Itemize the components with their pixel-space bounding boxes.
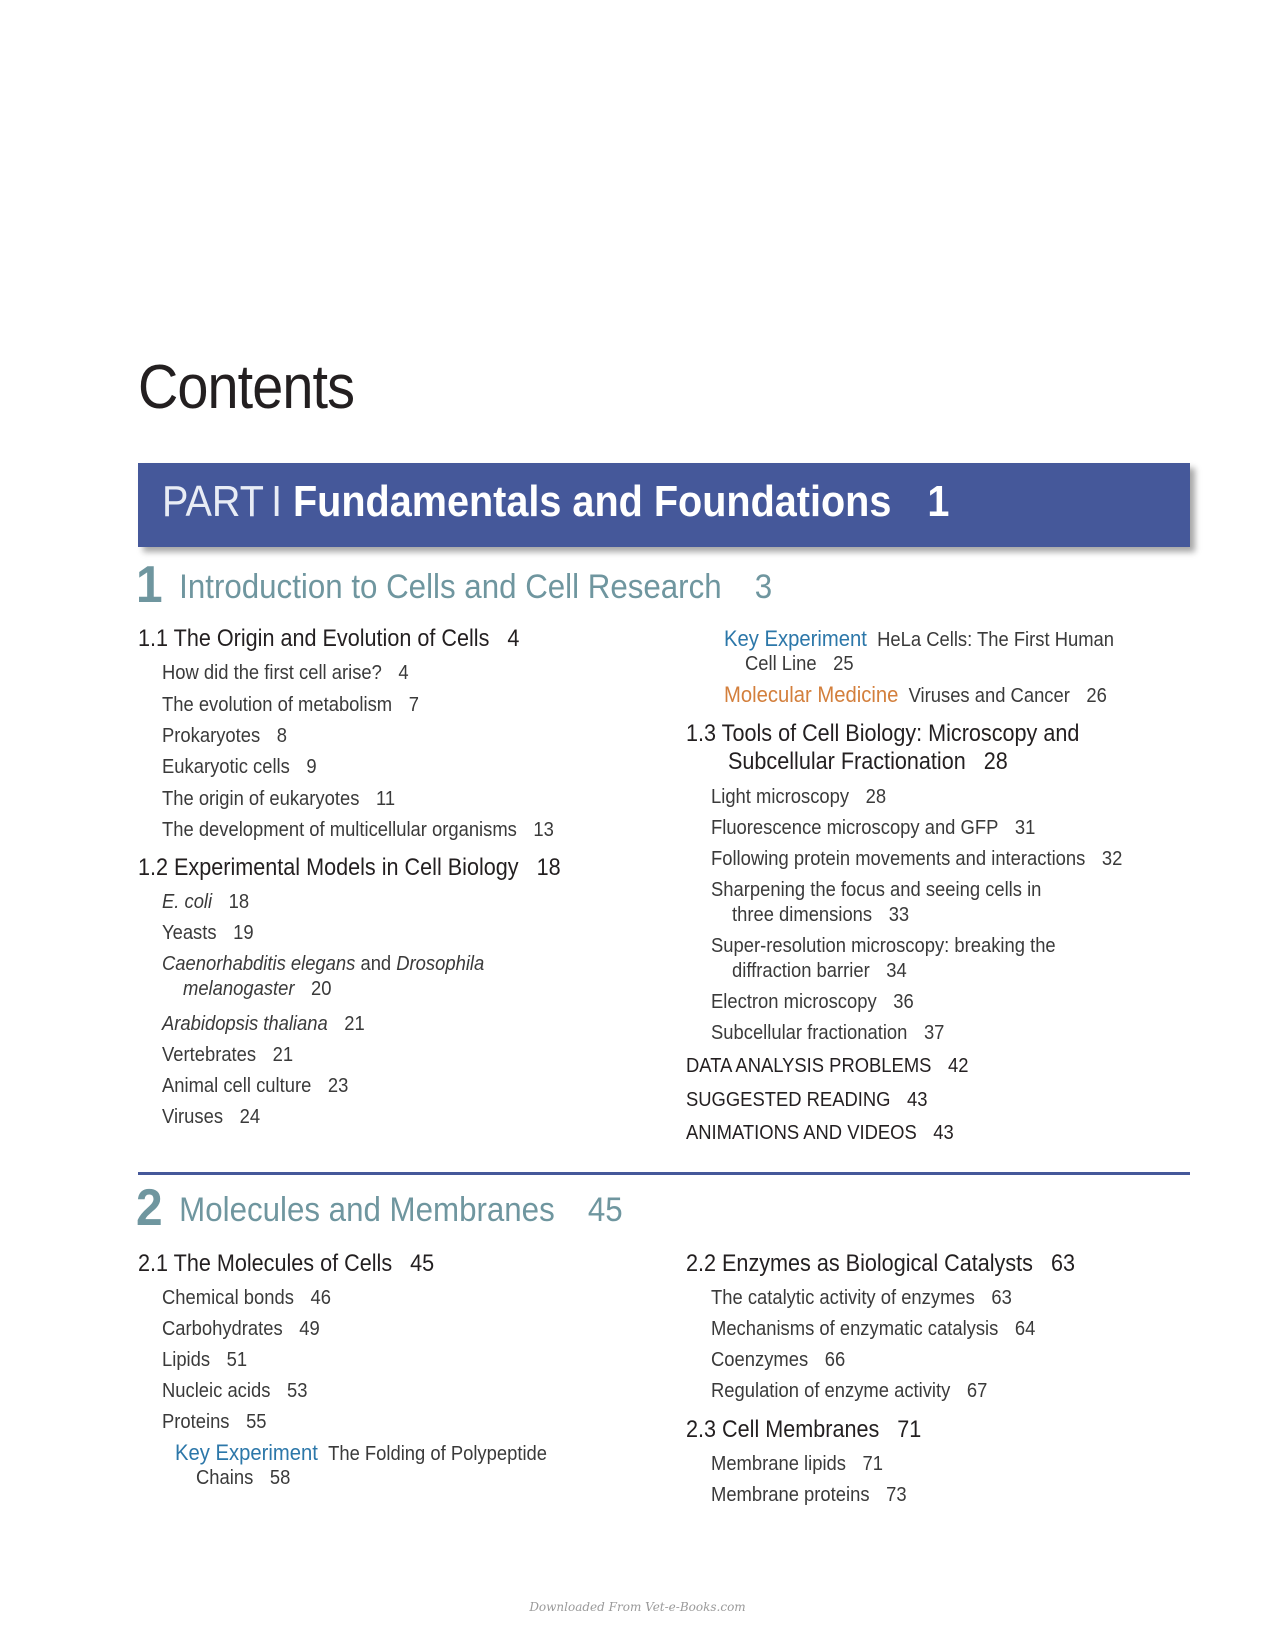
chapter-divider [138,1172,1190,1175]
item-label-and: and [355,953,397,975]
section-page: 63 [1050,1250,1075,1277]
item-page: 53 [286,1380,308,1402]
item-label: Viruses [162,1106,224,1128]
list-item[interactable] [162,694,419,717]
item-page: 23 [327,1075,349,1097]
item-label: Subcellular fractionation [711,1022,908,1044]
item-page: 63 [991,1287,1012,1309]
item-label: Viruses and Cancer [908,685,1070,707]
list-item[interactable] [711,1287,1012,1310]
item-label-part2: Drosophila [396,953,485,975]
section-title: 1.1 The Origin and Evolution of Cells [138,625,490,652]
part-banner [138,463,1190,547]
item-label: ANIMATIONS AND VIDEOS [686,1122,917,1144]
data-analysis-problems[interactable] [686,1055,968,1078]
item-page: 28 [865,786,887,808]
item-label-part1: Caenorhabditis elegans [162,953,356,975]
item-page: 26 [1086,685,1107,707]
list-item[interactable] [162,725,287,748]
item-label: Nucleic acids [162,1380,271,1402]
item-page: 20 [311,978,332,1000]
item-label: Membrane lipids [711,1453,846,1475]
item-page: 49 [299,1318,320,1340]
section-2-2[interactable] [686,1250,1075,1278]
section-title: 2.2 Enzymes as Biological Catalysts [686,1250,1033,1277]
list-item[interactable] [711,848,1122,871]
item-label: Regulation of enzyme activity [711,1380,951,1402]
section-title: 2.3 Cell Membranes [686,1416,880,1443]
page-title: Contents [138,353,355,422]
section-page: 45 [410,1250,435,1277]
list-item-continuation[interactable] [732,960,907,983]
list-item[interactable] [162,819,554,842]
item-page: 51 [226,1349,248,1371]
item-label: The evolution of metabolism [162,694,393,716]
item-page: 33 [888,904,910,926]
section-2-3[interactable] [686,1416,921,1444]
list-item[interactable] [711,1349,845,1372]
item-label: Coenzymes [711,1349,809,1371]
list-item[interactable] [162,1106,260,1129]
list-item[interactable] [162,1044,293,1067]
key-experiment-continuation[interactable] [745,653,854,676]
section-1-3-continuation[interactable] [728,748,1008,776]
item-page: 58 [269,1467,291,1489]
molecular-medicine-tag: Molecular Medicine [724,682,899,707]
part-name: Fundamentals and Foundations [292,477,892,526]
list-item[interactable] [162,756,317,779]
item-label: Carbohydrates [162,1318,283,1340]
item-label: HeLa Cells: The First Human [877,629,1115,651]
item-label: The catalytic activity of enzymes [711,1287,975,1309]
section-title: 2.1 The Molecules of Cells [138,1250,393,1277]
list-item[interactable] [711,817,1035,840]
list-item[interactable] [711,879,1041,902]
part-page: 1 [927,477,950,526]
item-page: 4 [398,662,409,684]
item-label: Arabidopsis thaliana [162,1013,328,1035]
item-label: Electron microscopy [711,991,877,1013]
item-page: 21 [272,1044,294,1066]
list-item-continuation[interactable] [732,904,909,927]
list-item[interactable] [162,891,249,914]
item-label: Prokaryotes [162,725,261,747]
list-item[interactable] [162,662,409,685]
key-experiment-tag: Key Experiment [175,1440,318,1465]
section-1-1[interactable] [138,625,519,653]
item-label: Light microscopy [711,786,850,808]
item-label: Animal cell culture [162,1075,312,1097]
section-page: 4 [507,625,520,652]
list-item[interactable] [711,1453,883,1476]
item-page: 43 [907,1089,928,1111]
item-label: Cell Line [745,653,817,675]
list-item[interactable] [711,1484,907,1507]
chapter-1-heading[interactable] [136,555,772,615]
item-page: 73 [886,1484,907,1506]
list-item[interactable] [162,788,395,811]
list-item[interactable] [162,1318,320,1341]
list-item[interactable] [711,786,886,809]
chapter-page: 45 [587,1191,623,1229]
item-label: The development of multicellular organisms [162,819,517,841]
item-page: 11 [375,788,396,810]
item-page: 67 [966,1380,988,1402]
list-item[interactable] [162,1349,247,1372]
item-page: 24 [239,1106,261,1128]
list-item[interactable] [711,1318,1035,1341]
chapter-page: 3 [754,568,773,606]
item-page: 34 [886,960,907,982]
item-label: Lipids [162,1349,211,1371]
list-item[interactable] [162,922,254,945]
chapter-title: Introduction to Cells and Cell Research [179,568,722,606]
item-page: 9 [306,756,317,778]
item-page: 19 [233,922,254,944]
list-item[interactable] [162,953,484,976]
key-experiment-box[interactable] [175,1440,547,1466]
item-label: Following protein movements and interactions [711,848,1086,870]
item-page: 21 [344,1013,365,1035]
item-label: Chemical bonds [162,1287,294,1309]
section-1-3[interactable] [686,720,1079,748]
list-item[interactable] [711,991,914,1014]
item-page: 31 [1014,817,1036,839]
chapter-2-heading[interactable] [136,1178,623,1238]
list-item-continuation[interactable] [183,978,332,1001]
item-label: How did the first cell arise? [162,662,382,684]
section-page: 18 [536,854,561,881]
item-page: 25 [833,653,854,675]
item-label: Yeasts [162,922,217,944]
item-label: DATA ANALYSIS PROBLEMS [686,1055,932,1077]
key-experiment-tag: Key Experiment [724,626,867,651]
item-page: 32 [1101,848,1123,870]
item-label: SUGGESTED READING [686,1089,891,1111]
section-page: 71 [897,1416,922,1443]
item-label: Super-resolution microscopy: breaking the [711,935,1056,957]
watermark: Downloaded From Vet-e-Books.com [529,1600,746,1614]
item-page: 46 [310,1287,331,1309]
item-page: 64 [1014,1318,1036,1340]
item-label: Sharpening the focus and seeing cells in [711,879,1042,901]
list-item[interactable] [711,1380,987,1403]
item-label: Vertebrates [162,1044,257,1066]
list-item[interactable] [162,1411,267,1434]
item-page: 36 [893,991,914,1013]
section-2-1[interactable] [138,1250,434,1278]
item-page: 18 [228,891,250,913]
part-separator: I [271,477,283,526]
item-label: three dimensions [732,904,873,926]
key-experiment-box[interactable] [724,626,1114,652]
list-item[interactable] [711,1022,944,1045]
item-page: 42 [947,1055,969,1077]
item-page: 7 [408,694,419,716]
list-item[interactable] [711,935,1056,958]
section-title: 1.2 Experimental Models in Cell Biology [138,854,519,881]
item-page: 55 [246,1411,267,1433]
item-label: The Folding of Polypeptide [328,1443,548,1465]
item-label-part3: melanogaster [183,978,295,1000]
animations-and-videos[interactable] [686,1122,954,1145]
item-label: diffraction barrier [732,960,870,982]
item-page: 71 [862,1453,884,1475]
suggested-reading[interactable] [686,1089,928,1112]
part-label: PART [162,477,264,526]
item-label: Proteins [162,1411,230,1433]
item-label: Chains [196,1467,254,1489]
section-title-cont: Subcellular Fractionation [728,748,966,775]
section-page: 28 [983,748,1008,775]
key-experiment-continuation[interactable] [196,1467,290,1490]
list-item[interactable] [162,1287,331,1310]
chapter-title: Molecules and Membranes [179,1191,555,1229]
item-page: 8 [276,725,287,747]
molecular-medicine-box[interactable] [724,682,1107,708]
item-label: E. coli [162,891,213,913]
item-page: 43 [933,1122,954,1144]
item-label: Fluorescence microscopy and GFP [711,817,999,839]
section-1-2[interactable] [138,854,561,882]
list-item[interactable] [162,1380,307,1403]
item-label: Eukaryotic cells [162,756,290,778]
item-page: 66 [824,1349,846,1371]
item-label: Membrane proteins [711,1484,870,1506]
list-item[interactable] [162,1013,365,1036]
item-label: Mechanisms of enzymatic catalysis [711,1318,999,1340]
item-page: 37 [923,1022,945,1044]
chapter-number: 1 [136,556,163,614]
item-page: 13 [533,819,554,841]
item-label: The origin of eukaryotes [162,788,360,810]
chapter-number: 2 [136,1179,163,1237]
section-title: 1.3 Tools of Cell Biology: Microscopy and [686,720,1080,747]
list-item[interactable] [162,1075,348,1098]
